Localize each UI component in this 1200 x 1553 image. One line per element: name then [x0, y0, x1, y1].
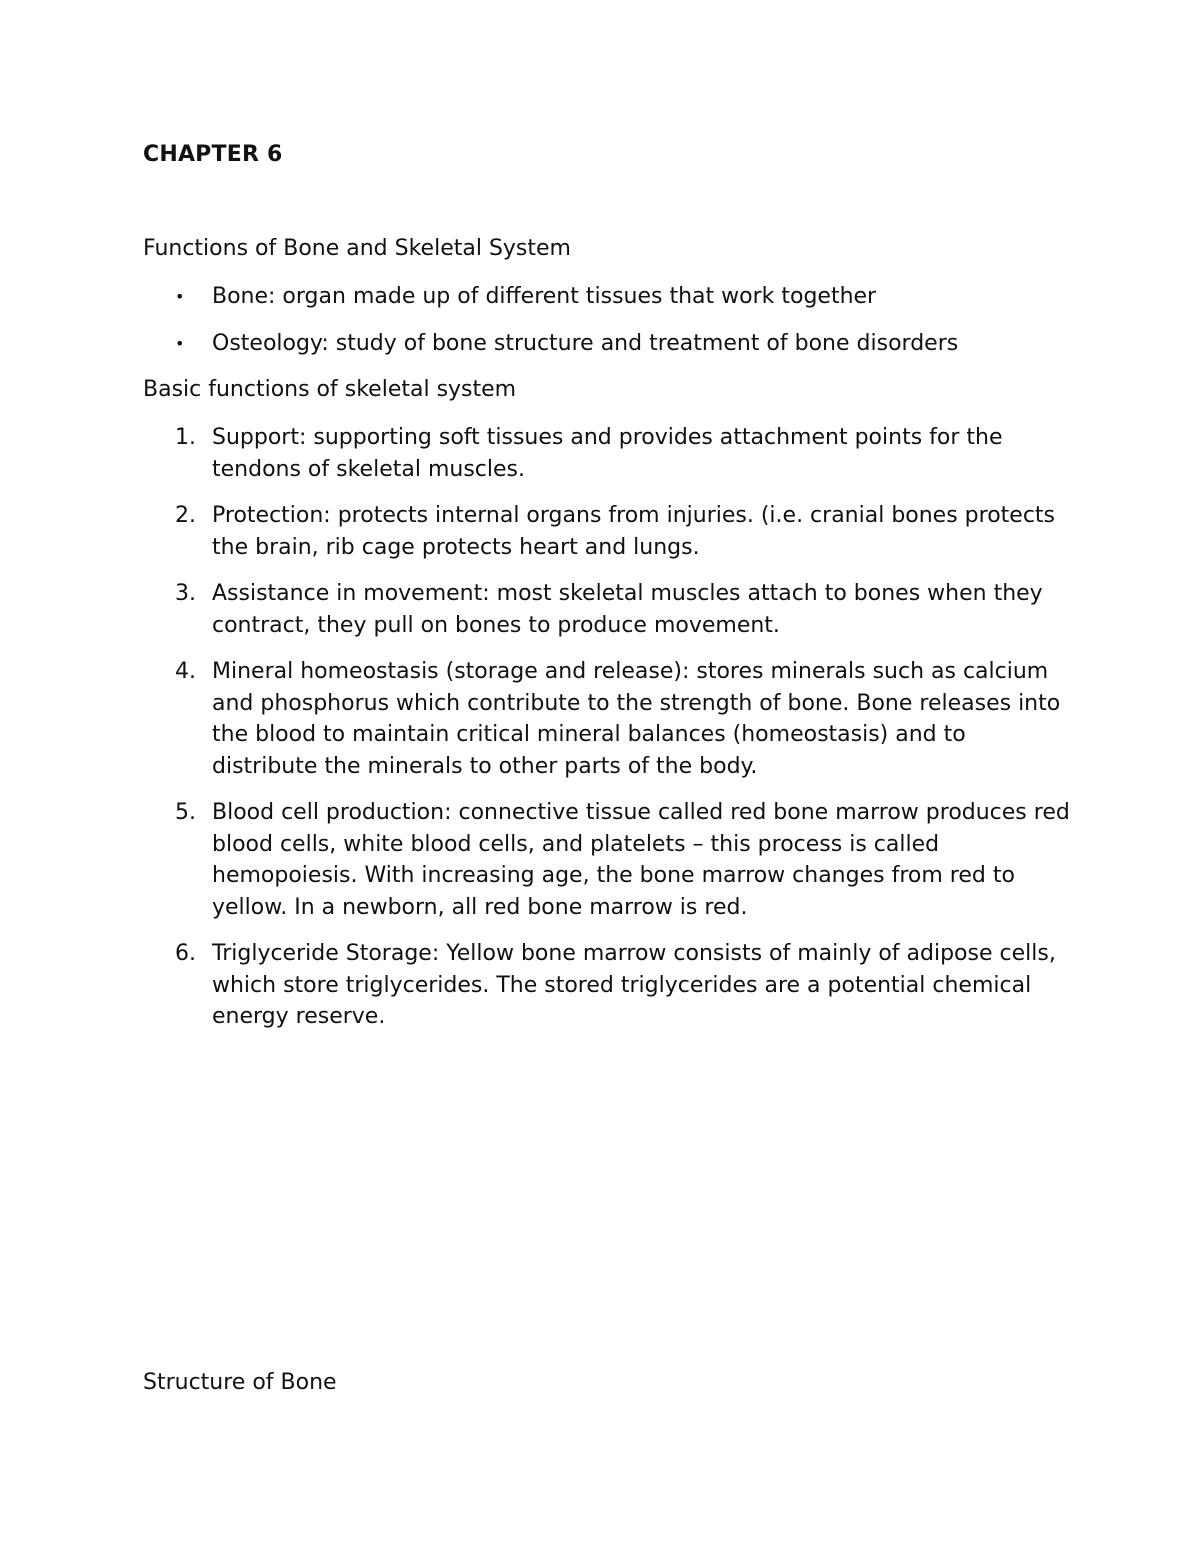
list-item — [143, 281, 1073, 313]
list-item — [143, 500, 1073, 563]
list-number: 4. — [175, 659, 196, 684]
section-heading-functions: Functions of Bone and Skeletal System — [143, 236, 571, 261]
list-item — [143, 797, 1073, 923]
bullet-icon: • — [175, 287, 185, 306]
list-item-text: Blood cell production: connective tissue called red bone marrow produces red blood cells, white blood cells, and platelets – this process is called hemopoiesis. With increasing age, the bone marrow changes from red to yellow. In a newborn, all red bone marrow is red. — [212, 800, 1070, 920]
list-item-text: Protection: protects internal organs from injuries. (i.e. cranial bones protects the brain, rib cage protects heart and lungs. — [212, 503, 1056, 560]
list-item — [143, 578, 1073, 641]
list-item — [143, 328, 1073, 360]
list-number: 6. — [175, 941, 196, 966]
section-heading-structure: Structure of Bone — [143, 1370, 337, 1395]
list-item — [143, 938, 1073, 1033]
list-item-text: Osteology: study of bone structure and treatment of bone disorders — [212, 331, 959, 356]
bullet-list — [143, 281, 1073, 375]
list-item-text: Mineral homeostasis (storage and release): stores minerals such as calcium and phosphorus which contribute to the strength of bone. Bone releases into the blood to maintain critical mineral balances (homeostasis) and to distribute the minerals to other parts of the body. — [212, 659, 1061, 779]
list-number: 1. — [175, 425, 196, 450]
list-number: 3. — [175, 581, 196, 606]
list-number: 2. — [175, 503, 196, 528]
list-item-text: Assistance in movement: most skeletal muscles attach to bones when they contract, they pull on bones to produce movement. — [212, 581, 1043, 638]
list-item-text: Triglyceride Storage: Yellow bone marrow consists of mainly of adipose cells, which store triglycerides. The stored triglycerides are a potential chemical energy reserve. — [212, 941, 1056, 1029]
list-item — [143, 656, 1073, 782]
chapter-title: CHAPTER 6 — [143, 142, 283, 167]
section-heading-basic-functions: Basic functions of skeletal system — [143, 377, 517, 402]
numbered-list — [143, 422, 1073, 1048]
list-number: 5. — [175, 800, 196, 825]
bullet-icon: • — [175, 334, 185, 353]
list-item — [143, 422, 1073, 485]
list-item-text: Bone: organ made up of different tissues that work together — [212, 284, 877, 309]
list-item-text: Support: supporting soft tissues and provides attachment points for the tendons of skeletal muscles. — [212, 425, 1003, 482]
